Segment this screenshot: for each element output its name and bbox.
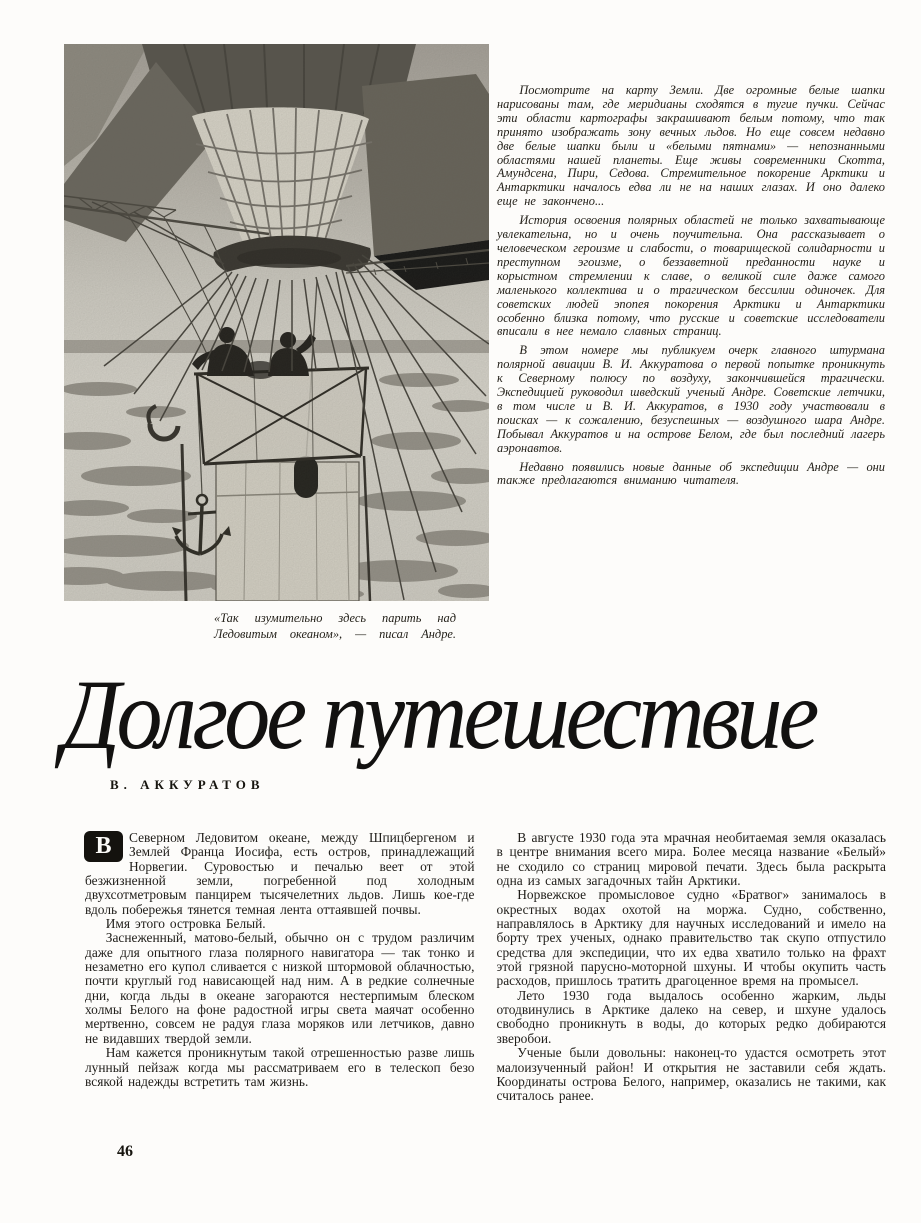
body-paragraph: Заснеженный, матово-белый, обычно он с трудом различим даже для опытного глаза полярного навигатора — так тонко и незаметно его купол сливается с низкой штормовой облачностью, почти круглый год нависающей над ним. А в редкие солнечные дни, когда льды в океане загораются нестерпимым блеском холмы Белого на фоне радостной игры света маячат особенно мертвенно, совсем не радуя глаза моряков или летчиков, давно не видавших твердой земли. — [85, 930, 475, 1046]
article-author: В. АККУРАТОВ — [110, 777, 265, 792]
lead-text: Северном Ледовитом океане, между Шпицбергеном и Землей Франца Иосифа, есть остров, принадлежащий Норвегии. Суровостью и печалью веет от этой безжизненной земли, погребенной под холодным двухсотметровым панцирем тысячелетних льдов. Лишь кое-где вдоль побережья тянется темная лента оттаявшей почвы. — [85, 830, 475, 917]
body-paragraph: Ученые были довольны: наконец-то удастся осмотреть этот малоизученный район! И открытия не заставили себя ждать. Координаты острова Белого, например, оказались не такими, как считалось ранее. — [496, 1045, 886, 1104]
lead-paragraph — [85, 831, 475, 917]
body-paragraph: В августе 1930 года эта мрачная необитаемая земля оказалась в центре внимания всего мира. Более месяца название «Белый» не сходило со страниц мировой печати. Здесь была раскрыта одна из самых загадочных тайн Арктики. — [496, 830, 886, 889]
intro-paragraph: История освоения полярных областей не только захватывающе увлекательна, но и очень поучительна. Она рассказывает о человеческом героизме и слабости, о товарищеской солидарности и преступном эгоизме, о беззаветной преданности науке и корыстном стремлении к славе, о великой силе даже самого маленького коллектива и о трагическом бессилии одиночек. Для советских людей эпопея покорения Арктики и Антарктики особенно близка потому, что русские и советские исследователи вписали в нее немало славных страниц. — [497, 213, 885, 339]
intro-paragraph: В этом номере мы публикуем очерк главного штурмана полярной авиации В. И. Аккуратова о первой попытке проникнуть к Северному полюсу по воздуху, закончившейся трагически. Экспедицией руководил шведский ученый Андре. Советские летчики, в том числе и В. И. Аккуратов, в 1930 году участвовали в поисках — к сожалению, безуспешных — воздушного шара Андре. Побывал Аккуратов и на острове Белом, где был последний лагерь аэронавтов. — [497, 343, 885, 455]
body-paragraph: Нам кажется проникнутым такой отрешенностью разве лишь лунный пейзаж когда мы рассматриваем его в телескоп безо всякой надежды встретить там жизнь. — [85, 1045, 475, 1089]
page-number: 46 — [117, 1143, 133, 1160]
left-column — [85, 831, 475, 1104]
right-column — [497, 831, 887, 1104]
balloon-photo — [64, 44, 489, 601]
intro-column — [497, 84, 885, 493]
dropcap-letter: В — [85, 832, 122, 861]
body-paragraph: Имя этого островка Белый. — [105, 916, 266, 932]
body-paragraph: Лето 1930 года выдалось особенно жарким, льды отодвинулись в Арктике далеко на север, и шхуне удалось свободно проникнуть в воды, до которых редко добираются зверобои. — [496, 987, 886, 1046]
article-body — [85, 831, 886, 1104]
body-paragraph: Норвежское промысловое судно «Братвог» занималось в окрестных водах охотой на моржа. Судно, собственно, направлялось в Арктику для научных исследований и имело на борту трех ученых, однако правительство так скупо отпустило средства для экспедиции, что их едва хватило только на фрахт этой грязной парусно-моторной шхуны. И чтобы окупить часть расходов, пришлось тратить драгоценное время на промысел. — [496, 887, 886, 989]
figure-caption: «Так изумительно здесь парить над Ледовитым океаном», — писал Андре. — [214, 611, 456, 641]
halftone-grain — [64, 44, 489, 601]
intro-paragraph: Посмотрите на карту Земли. Две огромные белые шапки нарисованы там, где меридианы сходятся в тугие пучки. Сейчас эти области картографы закрашивают белым потому, что так принято изображать зону вечных льдов. Но еще совсем недавно две белые шапки были и «белыми пятнами» — непознанными областями нашей планеты. Еще живы современники Скотта, Амундсена, Пири, Седова. Стремительное покорение Арктики и Антарктики началось едва ли не на наших глазах. И оно далеко еще не закончено... — [497, 83, 885, 209]
article-title: Долгое путешествие — [62, 659, 816, 770]
balloon-illustration — [64, 44, 489, 601]
intro-paragraph: Недавно появились новые данные об экспедиции Андре — они также предлагаются вниманию читателя. — [497, 459, 885, 488]
